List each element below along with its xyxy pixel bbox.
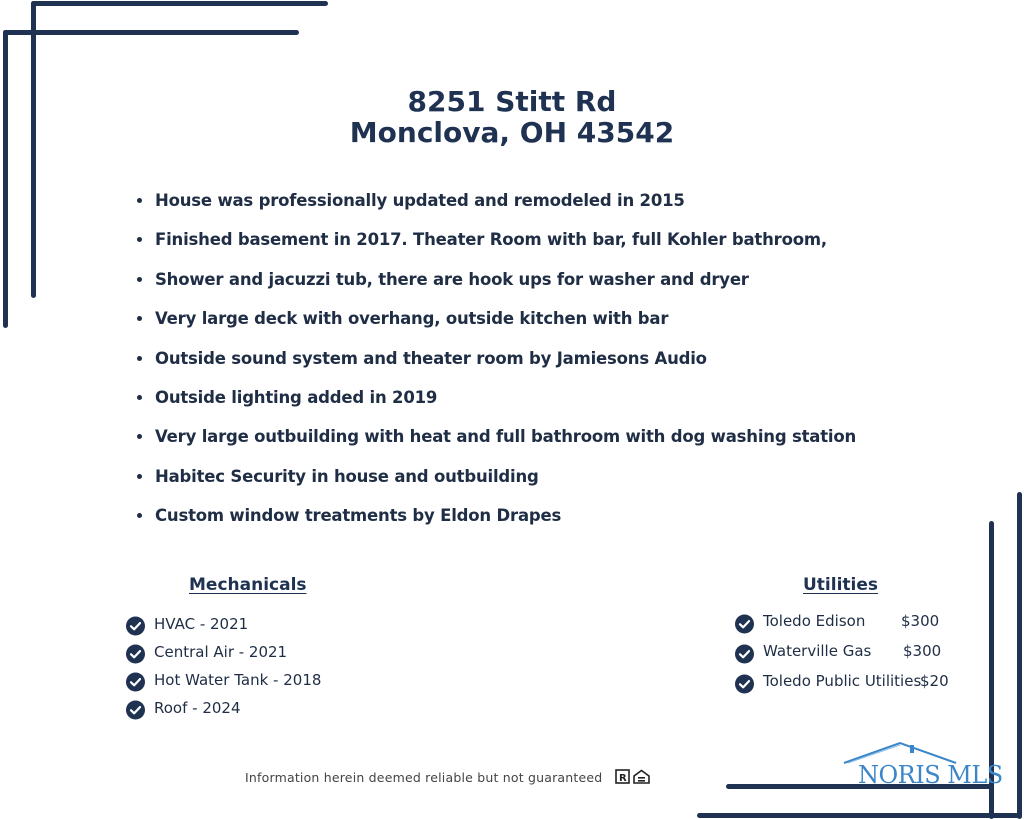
utilities-list [735, 609, 975, 699]
bullet-dot [137, 316, 142, 321]
disclaimer-text: Information herein deemed reliable but not guaranteed [245, 770, 603, 785]
utility-amount: $300 [903, 642, 942, 660]
frame-bar-right-outer [1017, 492, 1022, 819]
logo-text: NORIS MLS [858, 761, 1003, 789]
house-roof-icon [844, 743, 956, 763]
check-circle-icon [735, 615, 754, 634]
mechanicals-list [126, 612, 321, 724]
list-item: Shower and jacuzzi tub, there are hook ups for washer and dryer [135, 266, 856, 305]
feature-list [135, 187, 856, 542]
frame-bar-bottom-outer [697, 813, 1022, 818]
address-line-1: 8251 Stitt Rd [407, 85, 617, 118]
utilities-heading: Utilities [803, 575, 879, 595]
check-circle-icon [126, 645, 145, 664]
check-circle-icon [735, 645, 754, 664]
utility-name: Toledo Edison [763, 612, 866, 630]
bullet-dot [137, 277, 142, 282]
utility-name: Toledo Public Utilities [763, 672, 922, 690]
list-item: Central Air - 2021 [126, 640, 321, 668]
list-item [735, 639, 975, 669]
list-item: Custom window treatments by Eldon Drapes [135, 502, 856, 541]
check-circle-icon [126, 701, 145, 720]
list-item: Very large deck with overhang, outside kitchen with bar [135, 305, 856, 344]
noris-mls-logo [840, 741, 1010, 791]
bullet-dot [137, 198, 142, 203]
list-item: Outside lighting added in 2019 [135, 384, 856, 423]
bullet-dot [137, 474, 142, 479]
list-item: Roof - 2024 [126, 696, 321, 724]
svg-text:R: R [619, 773, 627, 784]
bullet-dot [137, 395, 142, 400]
check-circle-icon [126, 617, 145, 636]
check-circle-icon [126, 673, 145, 692]
bullet-dot [137, 434, 142, 439]
list-item: Hot Water Tank - 2018 [126, 668, 321, 696]
compliance-logos [615, 769, 651, 791]
realtor-icon [616, 770, 629, 784]
list-item: HVAC - 2021 [126, 612, 321, 640]
utility-amount: $20 [920, 672, 949, 690]
mechanicals-heading: Mechanicals [189, 575, 307, 595]
utility-amount: $300 [901, 612, 940, 630]
list-item: Finished basement in 2017. Theater Room with bar, full Kohler bathroom, [135, 226, 856, 265]
list-item: Habitec Security in house and outbuilding [135, 463, 856, 502]
check-circle-icon [735, 675, 754, 694]
frame-bar-left-inner [3, 30, 8, 328]
equal-housing-icon [634, 771, 649, 784]
frame-bar-left-outer [31, 1, 36, 298]
list-item [735, 609, 975, 639]
list-item: Very large outbuilding with heat and full bathroom with dog washing station [135, 423, 856, 462]
list-item: House was professionally updated and remodeled in 2015 [135, 187, 856, 226]
address-line-2: Monclova, OH 43542 [349, 116, 675, 149]
bullet-dot [137, 513, 142, 518]
utility-name: Waterville Gas [763, 642, 872, 660]
list-item: Outside sound system and theater room by Jamiesons Audio [135, 345, 856, 384]
list-item [735, 669, 975, 699]
frame-bar-top-left-outer [31, 1, 328, 6]
bullet-dot [137, 237, 142, 242]
bullet-dot [137, 356, 142, 361]
frame-bar-top-left-inner [3, 30, 299, 35]
